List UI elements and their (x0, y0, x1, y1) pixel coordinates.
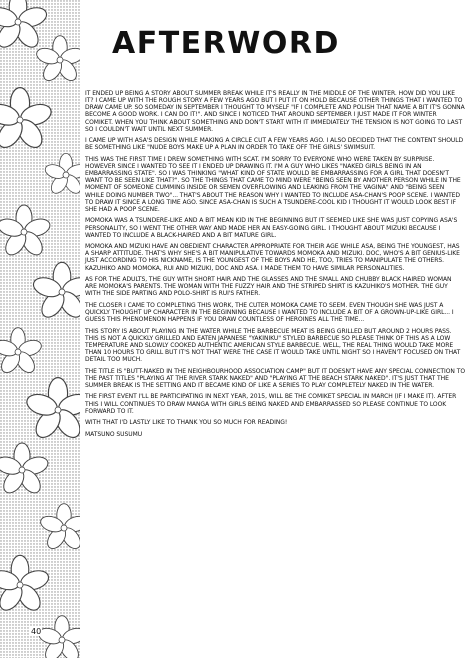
page-number: 40 (31, 627, 42, 636)
paragraph: AS FOR THE ADULTS, THE GUY WITH SHORT HAIR AND THE GLASSES AND THE SMALL AND CHUBBY BLACK HAIRED WOMAN ARE MOMOKA'S PARENTS. THE WOMAN WITH THE FUZZY HAIR AND THE STRIPED SHIRT IS KAZUHIKO'S MOTHER. THE GUY WITH THE SIDE PARTING AND POLO-SHIRT IS RUI'S FATHER. (85, 276, 452, 298)
paragraph: IT ENDED UP BEING A STORY ABOUT SUMMER BREAK WHILE IT'S REALLY IN THE MIDDLE OF THE WINTER. HOW DID YOU LIKE IT? I CAME UP WITH THE ROUGH STORY A FEW YEARS AGO BUT I PUT IT ON HOLD BECAUSE OTHER THINGS THAT I WANTED TO DRAW CAME UP. SO SOMEDAY IN SEPTEMBER I THOUGHT TO MYSELF "IF I COMPLETE AND POLISH THAT NAME A BIT IT'S GONNA BECOME A GOOD WORK. I CAN DO IT!". AND SINCE I NOTICED THAT AROUND SEPTEMBER I JUST MADE IT FOR WINTER COMIKET. WHEN YOU THINK ABOUT SOMETHING AND DON'T START WITH IT IMMEDIATELY THE TENSION IS NOT GOING TO LAST SO I COULDN'T WAIT UNTIL NEXT SUMMER. (85, 90, 465, 133)
paragraph: THE FIRST EVENT I'LL BE PARTICIPATING IN NEXT YEAR, 2015, WILL BE THE COMIKET SPECIAL IN MARCH (IF I MAKE IT). AFTER THIS I WILL CONTINUES TO DRAW MANGA WITH GIRLS BEING NAKED AND EMBARRASSED SO PLEASE CONTINUE TO LOOK FORWARD TO IT. (85, 393, 457, 415)
paragraph: WITH THAT I'D LASTLY LIKE TO THANK YOU SO MUCH FOR READING! (85, 419, 288, 427)
paragraph: THIS WAS THE FIRST TIME I DREW SOMETHING WITH SCAT. I'M SORRY TO EVERYONE WHO WERE TAKEN BY SURPRISE. HOWEVER SINCE I WANTED TO SEE IT I ENDED UP DRAWING IT. I'M A GUY WHO LIKES "NAKED GIRLS BEING IN AN EMBARRASSING STATE". SO I WAS THINKING "WHAT KIND OF STATE WOULD BE EMBARRASSING FOR A GIRL THAT DOESN'T WANT TO BE SEEN LIKE THAT?". SO THE THINGS THAT CAME TO MIND WERE "BEING SEEN BY ANOTHER PERSON WHILE IN THE MOMENT OF SOMEONE CUMMING INSIDE OR SEMEN OVERFLOWING AND LEAKING FROM THE VAGINA" AND "BEING SEEN WHILE DOING NUMBER TWO"... THAT'S ABOUT THE REASON WHY I WANTED TO INCLUDE ASA-CHAN'S POOP SCENE. I WANTED TO DRAW IT SINCE A LONG TIME AGO. SINCE ASA-CHAN IS SUCH A TSUNDERE-COOL KID I THOUGHT IT WOULD LOOK BEST IF SHE HAD A POOP SCENE. (85, 155, 461, 213)
paragraph: MOMOKA WAS A TSUNDERE-LIKE AND A BIT MEAN KID IN THE BEGINNING BUT IT SEEMED LIKE SHE WAS JUST COPYING ASA'S PERSONALITY, SO I WENT THE OTHER WAY AND MADE HER AN EASY-GOING GIRL. I THOUGHT ABOUT MIZUKI BECAUSE I WANTED TO INCLUDE A BLACK-HAIRED AND A BIT MATURE GIRL. (85, 217, 458, 239)
page-title: AFTERWORD (112, 26, 340, 61)
paragraph: THE TITLE IS "BUTT-NAKED IN THE NEIGHBOURHOOD ASSOCIATION CAMP" BUT IT DOESN'T HAVE ANY SPECIAL CONNECTION TO THE PAST TITLES "PLAYING AT THE RIVER STARK NAKED" AND "PLAYING AT THE BEACH STARK NAKED". IT'S JUST THAT THE SUMMER BREAK IS THE SETTING AND IT BECAME KIND OF LIKE A SERIES TO PLAY COMPLETELY NAKED IN THE WATER. (85, 367, 465, 389)
paragraph: I CAME UP WITH ASA'S DESIGN WHILE MAKING A CIRCLE CUT A FEW YEARS AGO. I ALSO DECIDED THAT THE CONTENT SHOULD BE SOMETHING LIKE "NUDE BOYS MAKE UP A PLAN IN ORDER TO TAKE OFF THE GIRLS' SWIMSUIT. (85, 137, 464, 152)
author-signature: MATSUNO SUSUMU (85, 430, 143, 438)
flower-border-decoration (0, 0, 84, 658)
paragraph: THIS STORY IS ABOUT PLAYING IN THE WATER WHILE THE BARBECUE MEAT IS BEING GRILLED BUT AROUND 2 HOURS PASS. THIS IS NOT A QUICKLY GRILLED AND EATEN JAPANESE "YAKINIKU" STYLED BARBECUE SO PLEASE THINK OF THIS AS A LOW TEMPERATURE AND SLOWLY COOKED AUTHENTIC AMERICAN STYLE BARBECUE. WELL, THE REAL THING WOULD TAKE MORE THAN 10 HOURS TO GRILL BUT IT'S NOT THAT WERE THE CASE IT WOULD TAKE UNTIL NIGHT SO I HAVEN'T FOCUSED ON THAT DETAIL TOO MUCH. (85, 327, 461, 364)
paragraph: MOMOKA AND MIZUKI HAVE AN OBEDIENT CHARACTER APPROPRIATE FOR THEIR AGE WHILE ASA, BEING THE YOUNGEST, HAS A SHARP ATTITUDE. THAT'S WHY SHE'S A BIT MANIPULATIVE TOWARDS MOMOKA AND MIZUKI. DOC, WHO'S A BIT GENIUS-LIKE JUST ACCORDING TO HIS NICKNAME, IS THE YOUNGEST OF THE BOYS AND HE, TOO, TRIES TO MANIPULATE THE OTHERS. KAZUHIKO AND MOMOKA, RUI AND MIZUKI, DOC AND ASA. I MADE THEM TO HAVE SIMILAR PERSONALITIES. (85, 243, 460, 272)
paragraph: THE CLOSER I CAME TO COMPLETING THIS WORK, THE CUTER MOMOKA CAME TO SEEM. EVEN THOUGH SHE WAS JUST A QUICKLY THOUGHT UP CHARACTER IN THE BEGINNING BECAUSE I WANTED TO INCLUDE A BIT OF A GROWN-UP-LIKE GIRL... I GUESS THIS PHENOMENON HAPPENS IF YOU DRAW COUNTLESS OF HEROINES ALL THE TIME... (85, 301, 454, 324)
afterword-body (85, 90, 465, 442)
